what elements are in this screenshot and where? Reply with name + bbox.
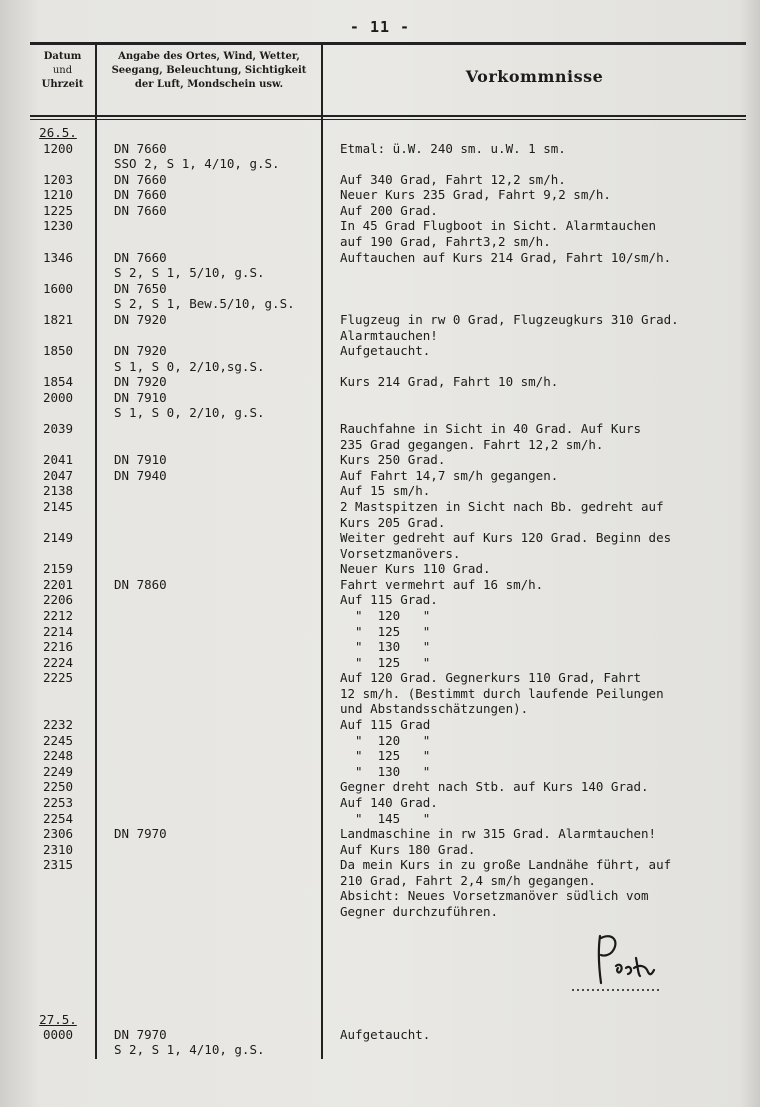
log-row (0, 655, 760, 670)
row-time: 2310 (42, 841, 74, 857)
header-line: Datum (43, 51, 82, 62)
row-event: " 120 " (340, 607, 431, 623)
row-position-weather: DN 7660 (114, 202, 167, 218)
row-time: 1821 (42, 311, 74, 327)
row-event: Neuer Kurs 235 Grad, Fahrt 9,2 sm/h. (340, 187, 611, 203)
row-time: 2315 (42, 857, 74, 873)
row-event: Aufgetaucht. (340, 343, 431, 359)
row-event: Auf 340 Grad, Fahrt 12,2 sm/h. (340, 171, 566, 187)
row-position-weather: DN 7660 (114, 249, 167, 265)
log-row (0, 779, 760, 794)
row-event: Absicht: Neues Vorsetzmanöver südlich vom (340, 888, 649, 904)
row-event: 235 Grad gegangen. Fahrt 12,2 sm/h. (340, 436, 604, 452)
row-event: und Abstandsschätzungen). (340, 701, 529, 717)
row-time: 1225 (42, 202, 74, 218)
row-event: Auf Kurs 180 Grad. (340, 841, 476, 857)
log-row (0, 141, 760, 156)
commander-signature (568, 928, 668, 998)
log-row (0, 187, 760, 202)
log-row (0, 904, 760, 919)
row-position-weather: DN 7970 (114, 826, 167, 842)
row-time: 26.5. (39, 125, 77, 140)
log-row (0, 343, 760, 358)
row-time: 2000 (42, 389, 74, 405)
log-row (0, 359, 760, 374)
log-row (0, 1012, 760, 1027)
row-event: Fahrt vermehrt auf 16 sm/h. (340, 576, 544, 592)
row-position-weather: DN 7910 (114, 452, 167, 468)
row-event: Aufgetaucht. (340, 1027, 431, 1042)
row-time: 2225 (42, 670, 74, 686)
log-row (0, 873, 760, 888)
row-event: Kurs 250 Grad. (340, 452, 446, 468)
row-position-weather: DN 7920 (114, 343, 167, 359)
page-number: - 11 - (349, 18, 411, 36)
log-row (0, 499, 760, 514)
row-position-weather: DN 7660 (114, 140, 167, 156)
row-time: 2216 (42, 639, 74, 655)
row-position-weather: DN 7970 (114, 1027, 167, 1042)
row-time: 2039 (42, 421, 74, 437)
row-time: 1210 (42, 187, 74, 203)
row-time: 2149 (42, 530, 74, 546)
header-date-time (30, 50, 95, 92)
log-row (0, 717, 760, 732)
log-row (0, 811, 760, 826)
row-position-weather: S 2, S 1, Bew.5/10, g.S. (114, 296, 295, 312)
log-row (0, 748, 760, 763)
row-event: 210 Grad, Fahrt 2,4 sm/h gegangen. (340, 872, 596, 888)
log-row (0, 452, 760, 467)
header-bottom-rule (30, 115, 746, 117)
row-event: 2 Mastspitzen in Sicht nach Bb. gedreht auf (340, 498, 664, 514)
log-row (0, 826, 760, 841)
log-row (0, 296, 760, 311)
row-event: Gegner dreht nach Stb. auf Kurs 140 Grad. (340, 779, 649, 795)
log-row (0, 1027, 760, 1042)
row-event: Da mein Kurs in zu große Landnähe führt, auf (340, 857, 672, 873)
log-row (0, 172, 760, 187)
row-position-weather: DN 7910 (114, 389, 167, 405)
row-time: 1850 (42, 343, 74, 359)
row-event: Weiter gedreht auf Kurs 120 Grad. Beginn des (340, 530, 672, 546)
row-event: Auftauchen auf Kurs 214 Grad, Fahrt 10/sm/h. (340, 249, 672, 265)
row-event: Auf 200 Grad. (340, 202, 438, 218)
log-row (0, 733, 760, 748)
row-time: 1346 (42, 249, 74, 265)
row-event: " 125 " (340, 654, 431, 670)
log-row (0, 888, 760, 903)
row-event: " 120 " (340, 732, 431, 748)
log-row (0, 530, 760, 545)
row-position-weather: DN 7860 (114, 576, 167, 592)
row-time: 2159 (42, 561, 74, 577)
row-time: 2206 (42, 592, 74, 608)
row-time: 2245 (42, 732, 74, 748)
row-event: Flugzeug in rw 0 Grad, Flugzeugkurs 310 Grad. (340, 311, 679, 327)
row-position-weather: DN 7660 (114, 187, 167, 203)
row-time: 2248 (42, 748, 74, 764)
row-position-weather: DN 7920 (114, 374, 167, 390)
row-event: Kurs 205 Grad. (340, 514, 446, 530)
row-time: 2214 (42, 623, 74, 639)
row-time: 2047 (42, 467, 74, 483)
row-time: 2250 (42, 779, 74, 795)
row-event: Auf 115 Grad (340, 717, 431, 733)
log-row (0, 281, 760, 296)
row-time: 1600 (42, 280, 74, 296)
header-line: Uhrzeit (41, 79, 84, 90)
log-row (0, 639, 760, 654)
row-time: 2254 (42, 810, 74, 826)
log-row (0, 483, 760, 498)
log-row (0, 234, 760, 249)
row-event: Gegner durchzuführen. (340, 904, 499, 919)
header-line: Angabe des Ortes, Wind, Wetter, (118, 51, 300, 62)
row-event: In 45 Grad Flugboot in Sicht. Alarmtauchen (340, 218, 657, 234)
row-event: Auf 115 Grad. (340, 592, 438, 608)
log-row (0, 795, 760, 810)
row-event: Alarmtauchen! (340, 327, 438, 343)
log-row (0, 670, 760, 685)
log-row (0, 250, 760, 265)
row-event: Etmal: ü.W. 240 sm. u.W. 1 sm. (340, 140, 566, 156)
row-position-weather: S 1, S 0, 2/10,sg.S. (114, 358, 265, 374)
log-row (0, 701, 760, 716)
row-event: Rauchfahne in Sicht in 40 Grad. Auf Kurs (340, 421, 642, 437)
log-row (0, 468, 760, 483)
row-position-weather: DN 7650 (114, 280, 167, 296)
row-time: 2138 (42, 483, 74, 499)
row-event: Kurs 214 Grad, Fahrt 10 sm/h. (340, 374, 559, 390)
log-row (0, 437, 760, 452)
row-time: 2224 (42, 654, 74, 670)
row-position-weather: S 1, S 0, 2/10, g.S. (114, 405, 265, 421)
header-line: Seegang, Beleuchtung, Sichtigkeit (111, 65, 307, 76)
log-row (0, 156, 760, 171)
log-row (0, 203, 760, 218)
row-time: 1203 (42, 171, 74, 187)
log-row (0, 374, 760, 389)
log-row (0, 857, 760, 872)
row-event: Auf 120 Grad. Gegnerkurs 110 Grad, Fahrt (340, 670, 642, 686)
log-row (0, 405, 760, 420)
row-event: Neuer Kurs 110 Grad. (340, 561, 491, 577)
header-location-weather (97, 50, 321, 92)
log-row (0, 764, 760, 779)
header-bottom-rule-thin (30, 119, 746, 120)
log-row (0, 125, 760, 140)
log-row (0, 561, 760, 576)
row-position-weather: DN 7920 (114, 311, 167, 327)
log-row (0, 592, 760, 607)
log-row (0, 390, 760, 405)
row-position-weather: S 2, S 1, 4/10, g.S. (114, 1042, 265, 1057)
row-event: Auf Fahrt 14,7 sm/h gegangen. (340, 467, 559, 483)
row-time: 2306 (42, 826, 74, 842)
row-time: 27.5. (39, 1012, 77, 1027)
row-time: 1854 (42, 374, 74, 390)
log-row (0, 265, 760, 280)
log-row (0, 546, 760, 561)
row-time: 2201 (42, 576, 74, 592)
row-time: 2232 (42, 717, 74, 733)
log-row (0, 577, 760, 592)
row-time: 0000 (42, 1027, 74, 1042)
log-row (0, 218, 760, 233)
row-event: 12 sm/h. (Bestimmt durch laufende Peilungen (340, 685, 664, 701)
row-event: auf 190 Grad, Fahrt3,2 sm/h. (340, 234, 551, 250)
row-event: " 130 " (340, 639, 431, 655)
header-line: der Luft, Mondschein usw. (134, 79, 284, 90)
row-event: " 125 " (340, 623, 431, 639)
header-events: Vorkommnisse (465, 67, 604, 86)
log-row (0, 608, 760, 623)
row-event: Landmaschine in rw 315 Grad. Alarmtauchen! (340, 826, 657, 842)
row-position-weather: DN 7660 (114, 171, 167, 187)
row-time: 2253 (42, 794, 74, 810)
row-event: " 130 " (340, 763, 431, 779)
header-line: und (52, 65, 73, 76)
row-time: 1200 (42, 140, 74, 156)
row-event: " 125 " (340, 748, 431, 764)
row-position-weather: SSO 2, S 1, 4/10, g.S. (114, 156, 280, 172)
row-time: 2145 (42, 498, 74, 514)
row-position-weather: DN 7940 (114, 467, 167, 483)
log-row (0, 312, 760, 327)
log-row (0, 842, 760, 857)
row-time: 2249 (42, 763, 74, 779)
log-row (0, 624, 760, 639)
row-time: 2212 (42, 607, 74, 623)
log-row (0, 421, 760, 436)
log-row (0, 328, 760, 343)
row-event: Auf 15 sm/h. (340, 483, 431, 499)
log-row (0, 1042, 760, 1057)
row-event: " 145 " (340, 810, 431, 826)
row-time: 1230 (42, 218, 74, 234)
row-time: 2041 (42, 452, 74, 468)
header-top-rule (30, 42, 746, 45)
row-position-weather: S 2, S 1, 5/10, g.S. (114, 265, 265, 281)
row-event: Auf 140 Grad. (340, 794, 438, 810)
row-event: Vorsetzmanövers. (340, 545, 461, 561)
log-row (0, 515, 760, 530)
log-row (0, 686, 760, 701)
